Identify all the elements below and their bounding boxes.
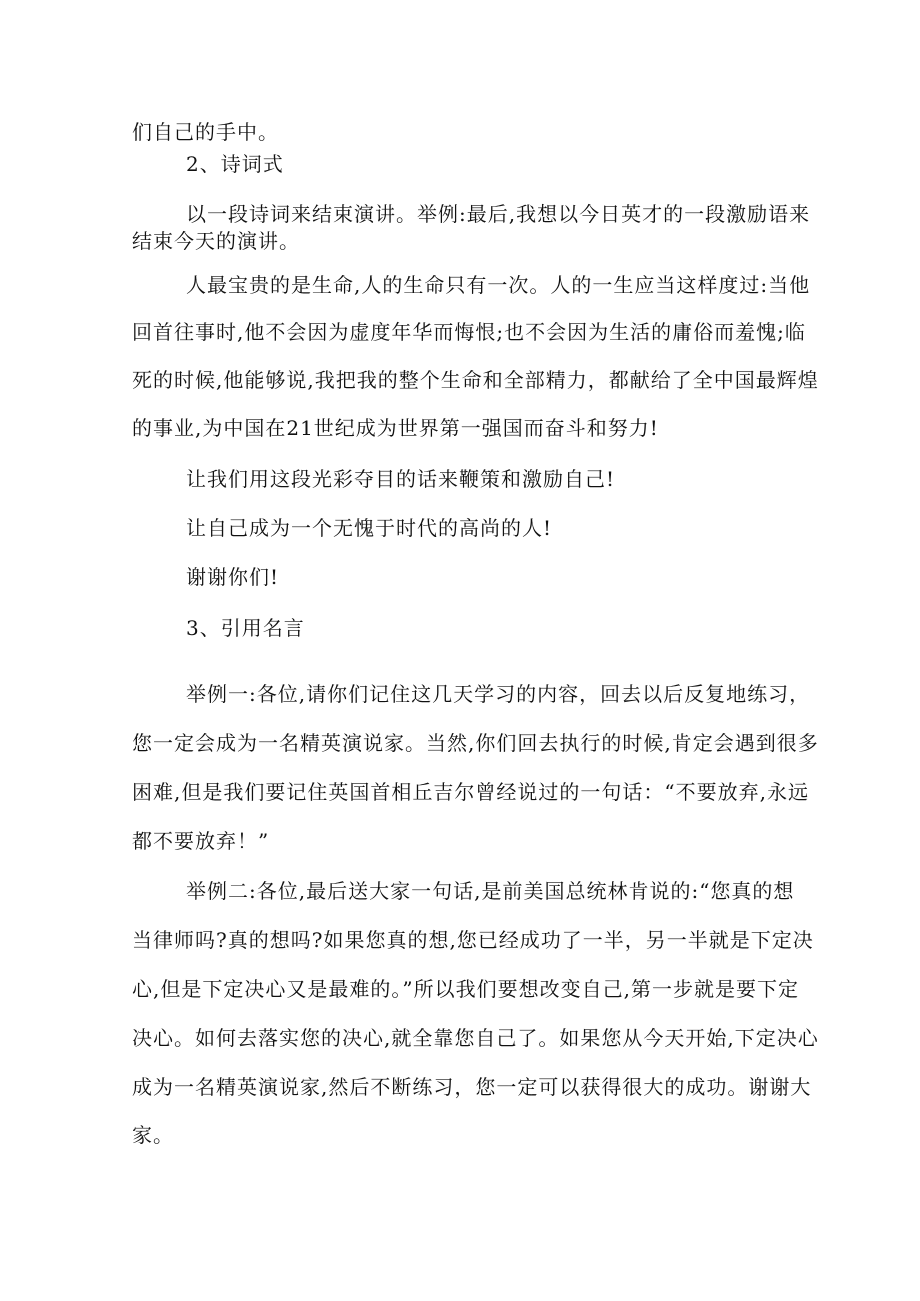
paragraph-line: 决心。如何去落实您的决心,就全靠您自己了。如果您从今天开始,下定决心 [132, 1026, 819, 1050]
paragraph-line: 让我们用这段光彩夺目的话来鞭策和激励自己! [186, 467, 616, 491]
paragraph-line: 的事业,为中国在21世纪成为世界第一强国而奋斗和努力! [132, 416, 659, 440]
section-heading-quotes: 3、引用名言 [186, 616, 305, 640]
paragraph-line: 死的时候,他能够说,我把我的整个生命和全部精力，都献给了全中国最辉煌 [132, 368, 819, 392]
paragraph-line: 举例二:各位,最后送大家一句话,是前美国总统林肯说的:“您真的想 [186, 879, 795, 903]
paragraph-line: 以一段诗词来结束演讲。举例:最后,我想以今日英才的一段激励语来 [186, 202, 811, 226]
paragraph-line: 举例一:各位,请你们记住这几天学习的内容，回去以后反复地练习， [186, 682, 811, 706]
paragraph-line: 成为一名精英演说家,然后不断练习，您一定可以获得很大的成功。谢谢大 [132, 1075, 812, 1099]
paragraph-line: 回首往事时,他不会因为虚度年华而悔恨;也不会因为生活的庸俗而羞愧;临 [132, 320, 806, 344]
paragraph-line: 家。 [132, 1123, 174, 1147]
paragraph-line: 困难,但是我们要记住英国首相丘吉尔曾经说过的一句话：“不要放弃,永远 [132, 780, 809, 804]
paragraph-line: 心,但是下定决心又是最难的。”所以我们要想改变自己,第一步就是要下定 [132, 977, 799, 1001]
paragraph-line: 您一定会成为一名精英演说家。当然,你们回去执行的时候,肯定会遇到很多 [132, 731, 819, 755]
paragraph-line: 人最宝贵的是生命,人的生命只有一次。人的一生应当这样度过:当他 [186, 273, 811, 297]
paragraph-line: 们自己的手中。 [132, 120, 279, 144]
paragraph-line: 都不要放弃！” [132, 829, 270, 853]
section-heading-poetry: 2、诗词式 [186, 152, 284, 176]
paragraph-line: 当律师吗?真的想吗?如果您真的想,您已经成功了一半，另一半就是下定决 [132, 928, 814, 952]
paragraph-line: 结束今天的演讲。 [132, 229, 300, 253]
paragraph-line: 谢谢你们! [186, 565, 280, 589]
paragraph-line: 让自己成为一个无愧于时代的高尚的人! [186, 516, 553, 540]
